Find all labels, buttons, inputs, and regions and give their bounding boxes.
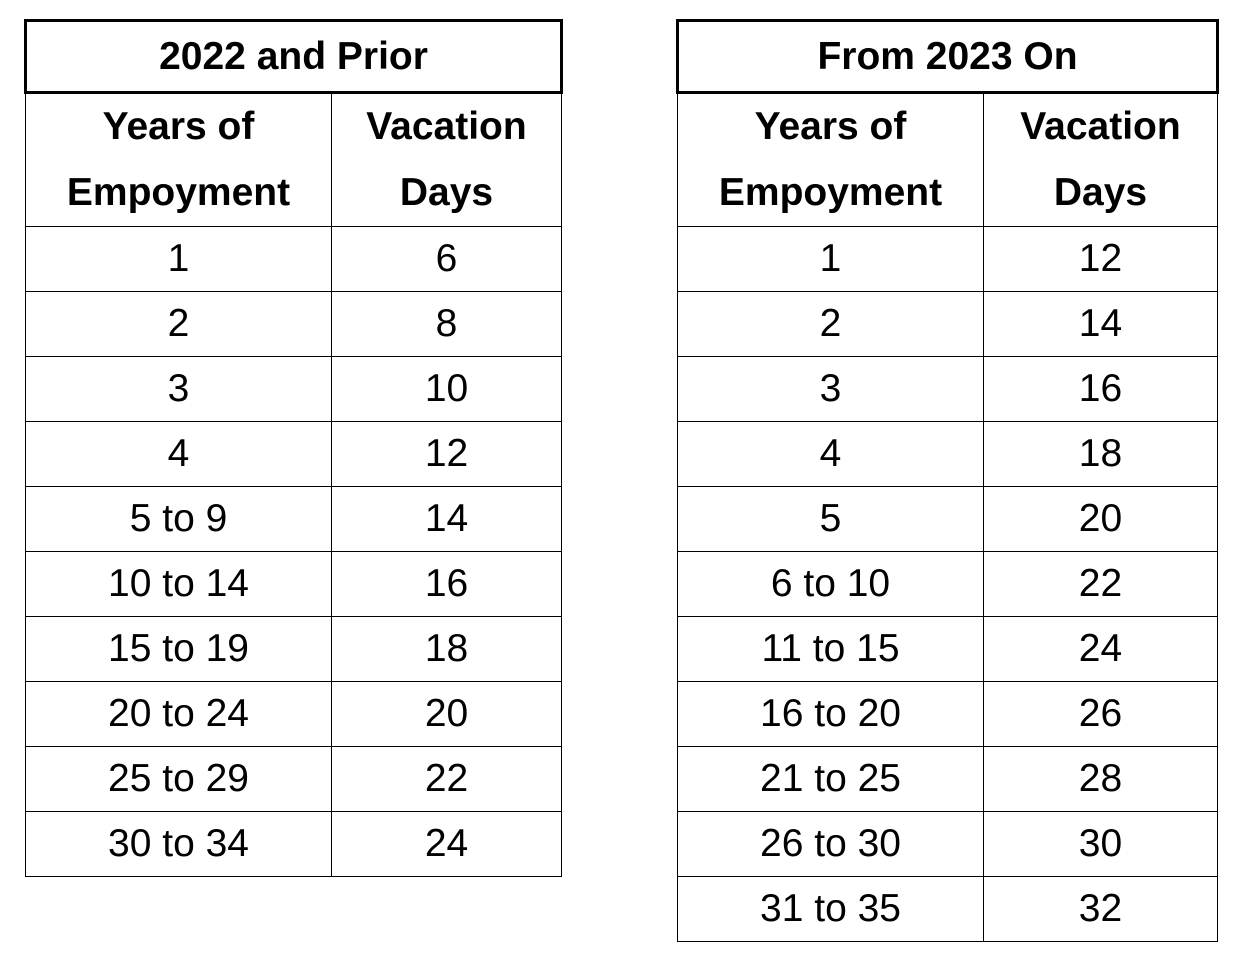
table-title-row (26, 21, 562, 93)
years-cell: 26 to 30 (678, 812, 984, 877)
years-cell: 1 (26, 227, 332, 292)
table-row (678, 682, 1218, 747)
years-cell: 5 (678, 487, 984, 552)
vacation-table-2022-and-prior (24, 19, 563, 877)
table-body (678, 21, 1218, 942)
table-row (678, 877, 1218, 942)
years-cell: 5 to 9 (26, 487, 332, 552)
table-row (678, 292, 1218, 357)
table-row (26, 422, 562, 487)
header-line: Days (399, 171, 494, 214)
header-line: Vacation (366, 105, 527, 148)
years-cell: 21 to 25 (678, 747, 984, 812)
years-cell: 11 to 15 (678, 617, 984, 682)
years-cell: 16 to 20 (678, 682, 984, 747)
table-row (678, 812, 1218, 877)
days-cell: 30 (984, 812, 1218, 877)
years-cell: 15 to 19 (26, 617, 332, 682)
table-row (678, 227, 1218, 292)
table-header-row (678, 93, 1218, 227)
table-row (26, 227, 562, 292)
table-row (26, 292, 562, 357)
vacation-table-from-2023-on (676, 19, 1219, 942)
header-line: Empoyment (66, 171, 291, 214)
days-cell: 26 (984, 682, 1218, 747)
years-cell: 4 (26, 422, 332, 487)
table-row (678, 357, 1218, 422)
years-cell: 6 to 10 (678, 552, 984, 617)
years-cell: 1 (678, 227, 984, 292)
years-cell: 30 to 34 (26, 812, 332, 877)
days-cell: 16 (984, 357, 1218, 422)
table-body (26, 21, 562, 877)
days-cell: 8 (332, 292, 562, 357)
days-cell: 10 (332, 357, 562, 422)
header-line: Vacation (1020, 105, 1181, 148)
table-title: From 2023 On (678, 21, 1218, 93)
years-cell: 20 to 24 (26, 682, 332, 747)
days-cell: 18 (984, 422, 1218, 487)
days-cell: 14 (984, 292, 1218, 357)
table-row (26, 747, 562, 812)
days-cell: 6 (332, 227, 562, 292)
header-line: Empoyment (718, 171, 943, 214)
table-title: 2022 and Prior (26, 21, 562, 93)
years-cell: 3 (26, 357, 332, 422)
table-row (678, 487, 1218, 552)
days-cell: 20 (984, 487, 1218, 552)
table-row (26, 812, 562, 877)
table-row (678, 617, 1218, 682)
days-cell: 22 (984, 552, 1218, 617)
years-cell: 25 to 29 (26, 747, 332, 812)
days-cell: 28 (984, 747, 1218, 812)
table-row (678, 422, 1218, 487)
years-cell: 4 (678, 422, 984, 487)
table-title-row (678, 21, 1218, 93)
days-cell: 18 (332, 617, 562, 682)
header-line: Years of (754, 105, 907, 148)
years-cell: 10 to 14 (26, 552, 332, 617)
table-row (26, 617, 562, 682)
table-header-row (26, 93, 562, 227)
days-cell: 24 (332, 812, 562, 877)
vacation-days-header (984, 93, 1218, 227)
days-cell: 12 (984, 227, 1218, 292)
days-cell: 32 (984, 877, 1218, 942)
days-cell: 22 (332, 747, 562, 812)
table-row (26, 552, 562, 617)
table-row (678, 747, 1218, 812)
years-cell: 2 (26, 292, 332, 357)
years-cell: 2 (678, 292, 984, 357)
table-row (26, 357, 562, 422)
vacation-days-header (332, 93, 562, 227)
years-of-employment-header (678, 93, 984, 227)
days-cell: 20 (332, 682, 562, 747)
header-line: Days (1053, 171, 1148, 214)
table-row (678, 552, 1218, 617)
days-cell: 14 (332, 487, 562, 552)
years-cell: 31 to 35 (678, 877, 984, 942)
table-row (26, 487, 562, 552)
header-line: Years of (102, 105, 255, 148)
days-cell: 16 (332, 552, 562, 617)
years-cell: 3 (678, 357, 984, 422)
days-cell: 24 (984, 617, 1218, 682)
years-of-employment-header (26, 93, 332, 227)
table-row (26, 682, 562, 747)
days-cell: 12 (332, 422, 562, 487)
